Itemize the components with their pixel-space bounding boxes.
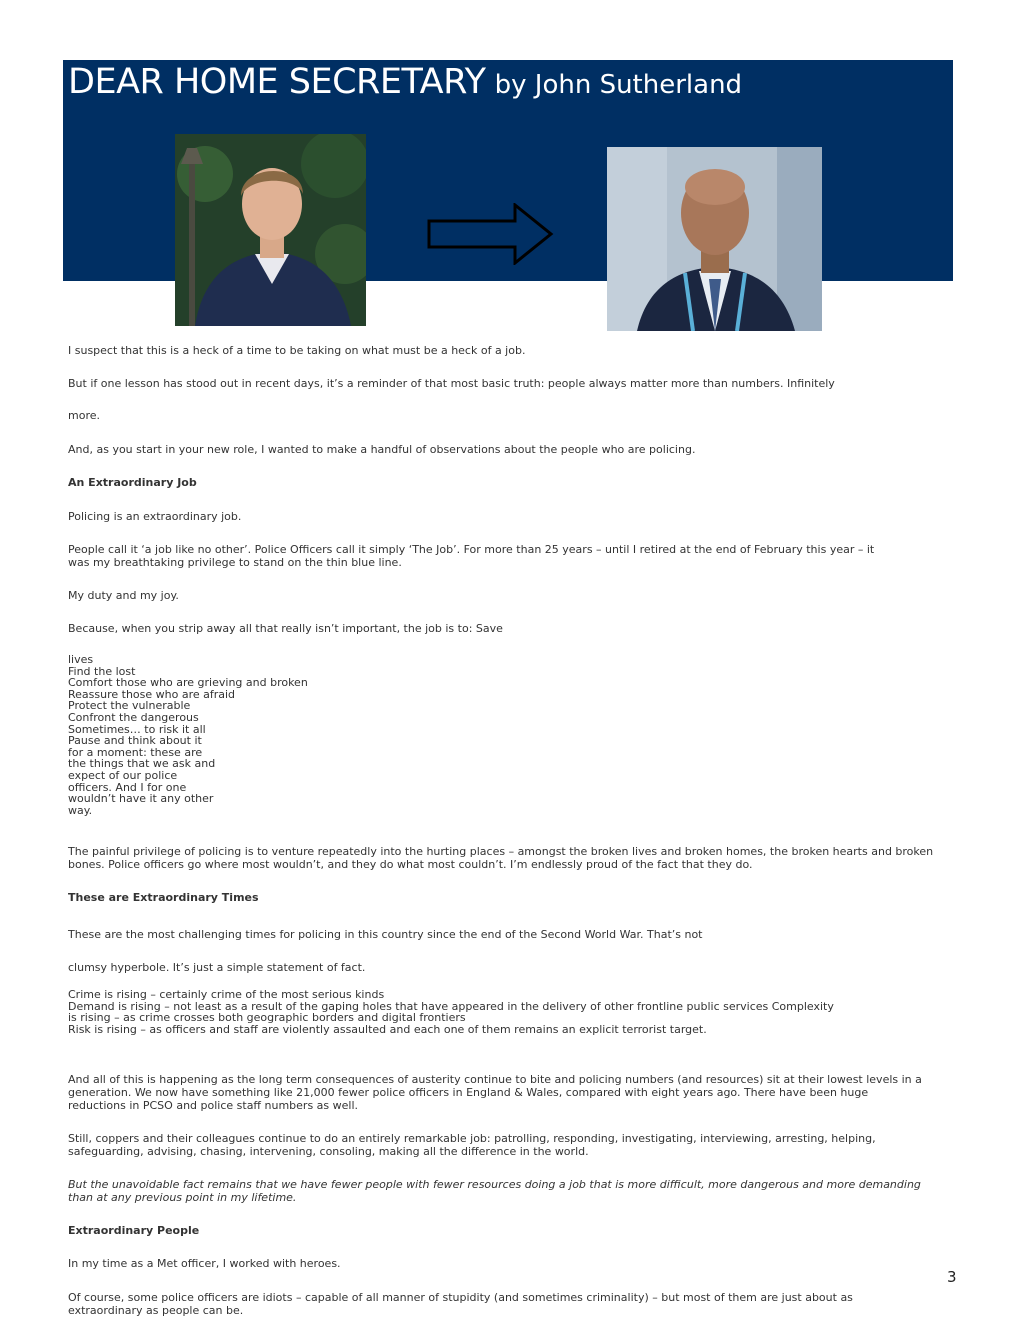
paragraph: In my time as a Met officer, I worked with heroes. (68, 1257, 341, 1270)
list-item: Crime is rising – certainly crime of the most serious kinds (68, 988, 385, 1001)
list-item: for a moment: these are (68, 745, 203, 759)
title-text: DEAR HOME SECRETARY (68, 62, 486, 102)
paragraph: Still, coppers and their colleagues continue to do an entirely remarkable job: patrolling, responding, investigating, interviewing, arresting, helping, safeguarding, advising, chasing, intervening, consoling, making all the difference in the world. (68, 1132, 876, 1158)
list-item: Comfort those who are grieving and broken (68, 676, 308, 690)
list-item: wouldn’t have it any other (68, 792, 214, 806)
list-item: the things that we ask and (68, 757, 216, 771)
paragraph: My duty and my joy. (68, 589, 179, 602)
list-item: Pause and think about it (68, 734, 202, 748)
page-title (68, 62, 742, 102)
paragraph: People call it ‘a job like no other’. Police Officers call it simply ‘The Job’. For more than 25 years – until I retired at the end of February this year – it was my breathtaking privilege to stand on the thin blue line. (68, 543, 875, 569)
paragraph: And all of this is happening as the long term consequences of austerity continue to bite and policing numbers (and resources) sit at their lowest levels in a generation. We now have something like 21,000 fewer police officers in England & Wales, compared with eight years ago. There have been huge reductions in PCSO and police staff numbers as well. (68, 1073, 922, 1112)
paragraph: The painful privilege of policing is to venture repeatedly into the hurting places – amongst the broken lives and broken homes, the broken hearts and broken bones. Police officers go where most wouldn’t, and they do what most couldn’t. I’m endlessly proud of the fact that they do. (68, 845, 934, 871)
list-item: Find the lost (68, 664, 136, 678)
section-heading: These are Extraordinary Times (68, 891, 259, 904)
paragraph: These are the most challenging times for policing in this country since the end of the Second World War. That’s not (68, 928, 703, 941)
list-item: expect of our police (68, 768, 178, 782)
job-list (68, 654, 308, 816)
page-number: 3 (947, 1268, 957, 1286)
list-item: is rising – as crime crosses both geographic borders and digital frontiers (68, 1011, 466, 1025)
author-photo (175, 134, 366, 326)
paragraph: I suspect that this is a heck of a time to be taking on what must be a heck of a job. (68, 344, 526, 357)
list-item: Risk is rising – as officers and staff are violently assaulted and each one of them remains an explicit terrorist target. (68, 1022, 707, 1036)
byline-text: by John Sutherland (494, 70, 743, 100)
list-item: officers. And I for one (68, 780, 187, 794)
list-item: Confront the dangerous (68, 710, 199, 724)
paragraph: But if one lesson has stood out in recent days, it’s a reminder of that most basic truth: people always matter more than numbers. Infinitely (68, 377, 835, 390)
paragraph: Of course, some police officers are idiots – capable of all manner of stupidity (and sometimes criminality) – but most of them are just about as extraordinary as people can be. (68, 1291, 853, 1317)
list-item: Sometimes… to risk it all (68, 722, 206, 736)
home-secretary-photo (607, 147, 822, 331)
list-item: way. (68, 803, 93, 817)
paragraph: But the unavoidable fact remains that we have fewer people with fewer resources doing a job that is more difficult, more dangerous and more demanding than at any previous point in my lifetime. (68, 1178, 921, 1204)
list-item: Reassure those who are afraid (68, 687, 236, 701)
paragraph: Because, when you strip away all that really isn’t important, the job is to: Save (68, 622, 503, 635)
list-item: Demand is rising – not least as a result of the gaping holes that have appeared in the delivery of other frontline public services Complexity (68, 999, 834, 1013)
right-arrow-icon (427, 203, 555, 269)
list-item: Protect the vulnerable (68, 699, 191, 713)
paragraph: clumsy hyperbole. It’s just a simple statement of fact. (68, 961, 366, 974)
list-item: lives (68, 653, 94, 666)
section-heading: An Extraordinary Job (68, 476, 197, 489)
paragraph: Policing is an extraordinary job. (68, 510, 242, 523)
rising-list (68, 989, 834, 1035)
paragraph: And, as you start in your new role, I wanted to make a handful of observations about the people who are policing. (68, 443, 696, 456)
paragraph: more. (68, 409, 100, 422)
section-heading: Extraordinary People (68, 1224, 200, 1237)
